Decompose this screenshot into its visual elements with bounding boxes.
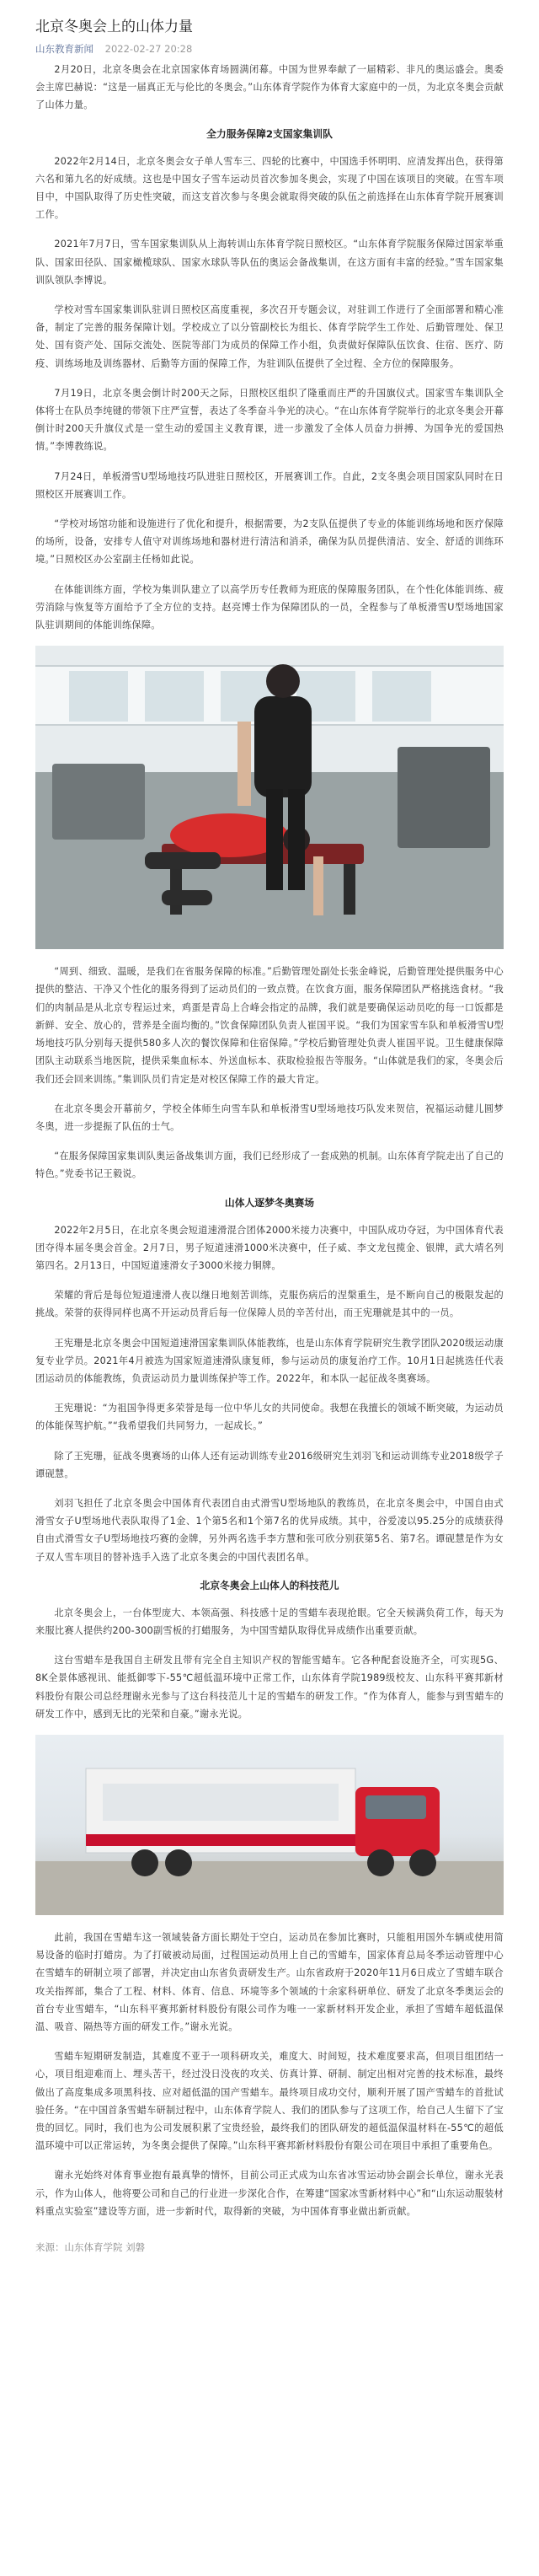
section-heading-2: 山体人逐梦冬奥赛场 [224,1196,315,1209]
section-1-body [35,153,504,635]
paragraph: 王宪珊是北京冬奥会中国短道速滑国家集训队体能教练，也是山东体育学院研究生教学团队2020级运动康复专业学员。2021年4月被选为国家短道速滑队康复师，参与运动员的康复治疗工作。10月1日起挑选任代表团运动员的体能教练，负责运动员力量训练保护等工作。2022年，和本队一起征战冬奥赛场。 [35,1337,504,1384]
paragraph: “学校对场馆功能和设施进行了优化和提升，根据需要，为2支队伍提供了专业的体能训练场地和医疗保障的场所，设备，安排专人值守对训练场地和器材进行清洁和消杀，确保为队员提供清洁、安全、舒适的训练环境。”日照校区办公室副主任杨如此说。 [35,518,504,566]
paragraph: 这台雪蜡车是我国自主研发且带有完全自主知识产权的智能雪蜡车。它各种配套设施齐全，可实现5G、8K全景体感视讯、能抵御零下-55℃超低温环境中正常工作，山东体育学院1989级校友、山东科平赛邦新材料股份有限公司总经理谢永光参与了这台科技范儿十足的雪蜡车的研发工作。“作为体育人，能参与到雪蜡车的研发工作中，感到无比的光荣和自豪。”谢永光说。 [35,1655,504,1720]
paragraph: 2022年2月14日，北京冬奥会女子单人雪车三、四轮的比赛中，中国选手怀明明、应清发挥出色，获得第六名和第九名的好成绩。这也是中国女子雪车运动员首次参加冬奥会，实现了中国在该项目的突破。在雪车项目中，中国队取得了历史性突破，而这支首次参与冬奥会就取得突破的队伍之前选择在山东体育学院开展赛训工作。 [35,155,504,221]
paragraph: 雪蜡车短期研发制造，其难度不亚于一项科研攻关，难度大、时间短，技术难度要求高，但项目组团结一心，项目组迎难而上、埋头苦干，经过没日没夜的攻关、仿真计算、研制、制定出相对完善的技术标准，最终做出了高度集成多项黑科技、应对超低温的国产雪蜡车。最终项目成功交付，顺利开展了国产雪蜡车的首批试验任务。“在中国首条雪蜡车研制过程中，山东体育学院人、我们的团队参与了这项工作，给自己人生留下了宝贵的回忆。同时，我们也为公司发展积累了宝贵经验，最终我们的团队研发的超低温保温材料在-55℃的超低温环境中可以正常运转，为冬奥会提供了保障。”山东科平赛邦新材料股份有限公司在项目中承担了重要角色。 [35,2051,504,2152]
paragraph: 此前，我国在雪蜡车这一领域装备方面长期处于空白，运动员在参加比赛时，只能租用国外车辆或使用简易设备的临时打蜡房。为了打破被动局面，过程国运动员用上自己的雪蜡车，国家体育总局冬季运动管理中心在雪蜡车的研制立项了部署，并决定由山东省负责研发生产。山东省政府于2020年11月6日成立了雪蜡车联合攻关指挥部，集合了工程、材料、体育、信息、环境等多个领域的十余家科研单位、研发了北京冬季奥运会的首台专业雪蜡车，“山东科平赛邦新材料股份有限公司作为唯一一家新材料开发企业，承担了雪蜡车超低温保温、吸音、隔热等方面的研发工作。”谢永光说。 [35,1931,504,2032]
paragraph: 在北京冬奥会开幕前夕，学校全体师生向雪车队和单板滑雪U型场地技巧队发来贺信，祝福运动健儿圆梦冬奥，进一步提振了队伍的士气。 [35,1103,504,1132]
truck-photo-art [35,1735,504,1915]
paragraph: 北京冬奥会上，一台体型庞大、本领高强、科技感十足的雪蜡车表现抢眼。它全天候满负荷工作，每天为来服比赛人提供约200-300副雪板的打蜡服务，为中国雪蜡队取得优异成绩作出重要贡献。 [35,1607,504,1636]
paragraph: 7月19日，北京冬奥会倒计时200天之际，日照校区组织了隆重而庄严的升国旗仪式。国家雪车集训队全体将士在队员李纯键的带领下庄严宣誓，表达了冬季奋斗争光的决心。“在山东体育学院举行的北京冬奥会开幕倒计时200天升旗仪式是一堂生动的爱国主义教育课，进一步激发了全体人员奋力拼搏、为国争光的爱国热情。”李博教练说。 [35,387,504,453]
paragraph: 学校对雪车国家集训队驻训日照校区高度重视，多次召开专题会议，对驻训工作进行了全面部署和精心准备，制定了完善的服务保障计划。学校成立了以分管副校长为组长、体育学院学生工作处、后勤管理处、保卫处、国有资产处、国际交流处、医院等部门为成员的保障工作小组，负责做好保障队伍饮食、住宿、医疗、防疫、训练场地及训练器材、后勤等方面的保障工作，为驻训队伍提供了全过程、全方位的保障服务。 [35,304,504,369]
paragraph: 荣耀的背后是每位短道速滑人夜以继日地刻苦训练，克服伤病后的涅槃重生，是不断向自己的极限发起的挑战。荣誉的获得同样也离不开运动员背后每一位保障人员的辛苦付出，而王宪珊就是其中的一员。 [35,1290,504,1319]
paragraph: 7月24日，单板滑雪U型场地技巧队进驻日照校区，开展赛训工作。自此，2支冬奥会项目国家队同时在日照校区开展赛训工作。 [35,470,504,500]
section-3-body [35,1604,504,1723]
paragraph: 2021年7月7日，雪车国家集训队从上海转训山东体育学院日照校区。“山东体育学院服务保障过国家举重队、国家田径队、国家橄榄球队、国家水球队等队伍的奥运会备战集训，在这方面有丰富的经验。”雪车国家集训队领队李博说。 [35,239,504,286]
paragraph: “在服务保障国家集训队奥运备战集训方面，我们已经形成了一套成熟的机制。山东体育学院走出了自己的特色。”党委书记王毅说。 [35,1151,504,1180]
paragraph: 2月20日，北京冬奥会在北京国家体育场圆满闭幕。中国为世界奉献了一届精彩、非凡的奥运盛会。奥委会主席巴赫说：“这是一届真正无与伦比的冬奥会。”山东体育学院作为体育大家庭中的一员，为北京冬奥会贡献了山体力量。 [35,64,504,111]
paragraph: 谢永光始终对体育事业抱有最真挚的情怀，目前公司正式成为山东省冰雪运动协会副会长单位，谢永光表示，作为山体人，他将要公司和自己的行业进一步深化合作，在筹建“国家冰雪新材料中心”和“山东运动服装材料重点实验室”建设等方面，进一步新时代，取得新的突破，为中国体育事业做出新贡献。 [35,2170,504,2217]
section-heading-1: 全力服务保障2支国家集训队 [206,127,333,140]
article-header [0,0,539,56]
paragraph: 刘羽飞担任了北京冬奥会中国体育代表团自由式滑雪U型场地队的教练员，在北京冬奥会中，中国自由式滑雪女子U型场地代表队取得了1金、1个第5名和1个第7名的优异成绩。其中，谷爱凌以95.25分的成绩获得自由式滑雪女子U型场地技巧赛的金牌，另外两名选手李方慧和张可欣分别获第5名、第7名。谭砚慧是作为女子双人雪车项目的替补选手入选了北京冬奥会的中国代表团名单。 [35,1497,504,1563]
publish-date: 2022-02-27 20:28 [104,43,193,55]
article-body [0,61,539,2220]
paragraph: 除了王宪珊，征战冬奥赛场的山体人还有运动训练专业2016级研究生刘羽飞和运动训练专业2018级学子谭砚慧。 [35,1450,504,1479]
paragraph: 在体能训练方面，学校为集训队建立了以高学历专任教师为班底的保障服务团队，在个性化体能训练、疲劳消除与恢复等方面给予了全方位的支持。赵亮博士作为保障团队的一员，全程参与了单板滑雪U型场地国家队驻训期间的体能训练保障。 [35,583,504,631]
paragraph: 王宪珊说：“为祖国争得更多荣誉是每一位中华儿女的共同使命。我想在我擅长的领域不断突破，为运动员的体能保驾护航。”“我希望我们共同努力，一起成长。” [35,1403,504,1432]
article-footer: 来源：山东体育学院 刘磐 [35,2241,146,2254]
gym-training-photo [35,646,504,949]
page-title: 北京冬奥会上的山体力量 [35,19,193,35]
section-2-body [35,1221,504,1566]
section-1-body-continued [35,963,504,1183]
paragraph: “周到、细致、温暖，是我们在省服务保障的标准。”后勤管理处副处长张金峰说，后勤管理处提供服务中心提供的整洁、干净又个性化的服务得到了运动员们的一致点赞。在饮食方面，服务保障团队严格挑选食材。“我们的肉制品是从北京专程运过来，鸡蛋是青岛上合峰会指定的品牌，我们就是要确保运动员吃的每一口饭都是新鲜、安全、放心的，营养是全面均衡的。”饮食保障团队负责人崔国平说。“我们为国家雪车队和单板滑雪U型场地技巧队分别每天提供580多人次的餐饮保障和住宿保障。”学校后勤管理处负责人崔国平说。卫生健康保障团队主动联系当地医院，提供采集血标本、外送血标本、获取检验报告等服务。“山体就是我们的家，冬奥会后我们还会回来训练。”集训队员们肯定是对校区保障工作的最大肯定。 [35,966,504,1085]
section-heading-3: 北京冬奥会上山体人的科技范儿 [200,1579,339,1591]
gym-photo-art [35,646,504,949]
section-3-body-continued [35,1929,504,2220]
snow-wax-truck-photo [35,1735,504,1915]
source-link[interactable]: 山东教育新闻 [35,43,93,55]
article-meta [35,42,504,56]
paragraph: 2022年2月5日，在北京冬奥会短道速滑混合团体2000米接力决赛中，中国队成功夺冠，为中国体育代表团夺得本届冬奥会首金。2月7日，男子短道速滑1000米决赛中，任子威、李文龙包揽金、银牌，武大靖名列第四名。2月13日，中国短道速滑女子3000米接力铜牌。 [35,1224,504,1271]
intro [35,61,504,115]
